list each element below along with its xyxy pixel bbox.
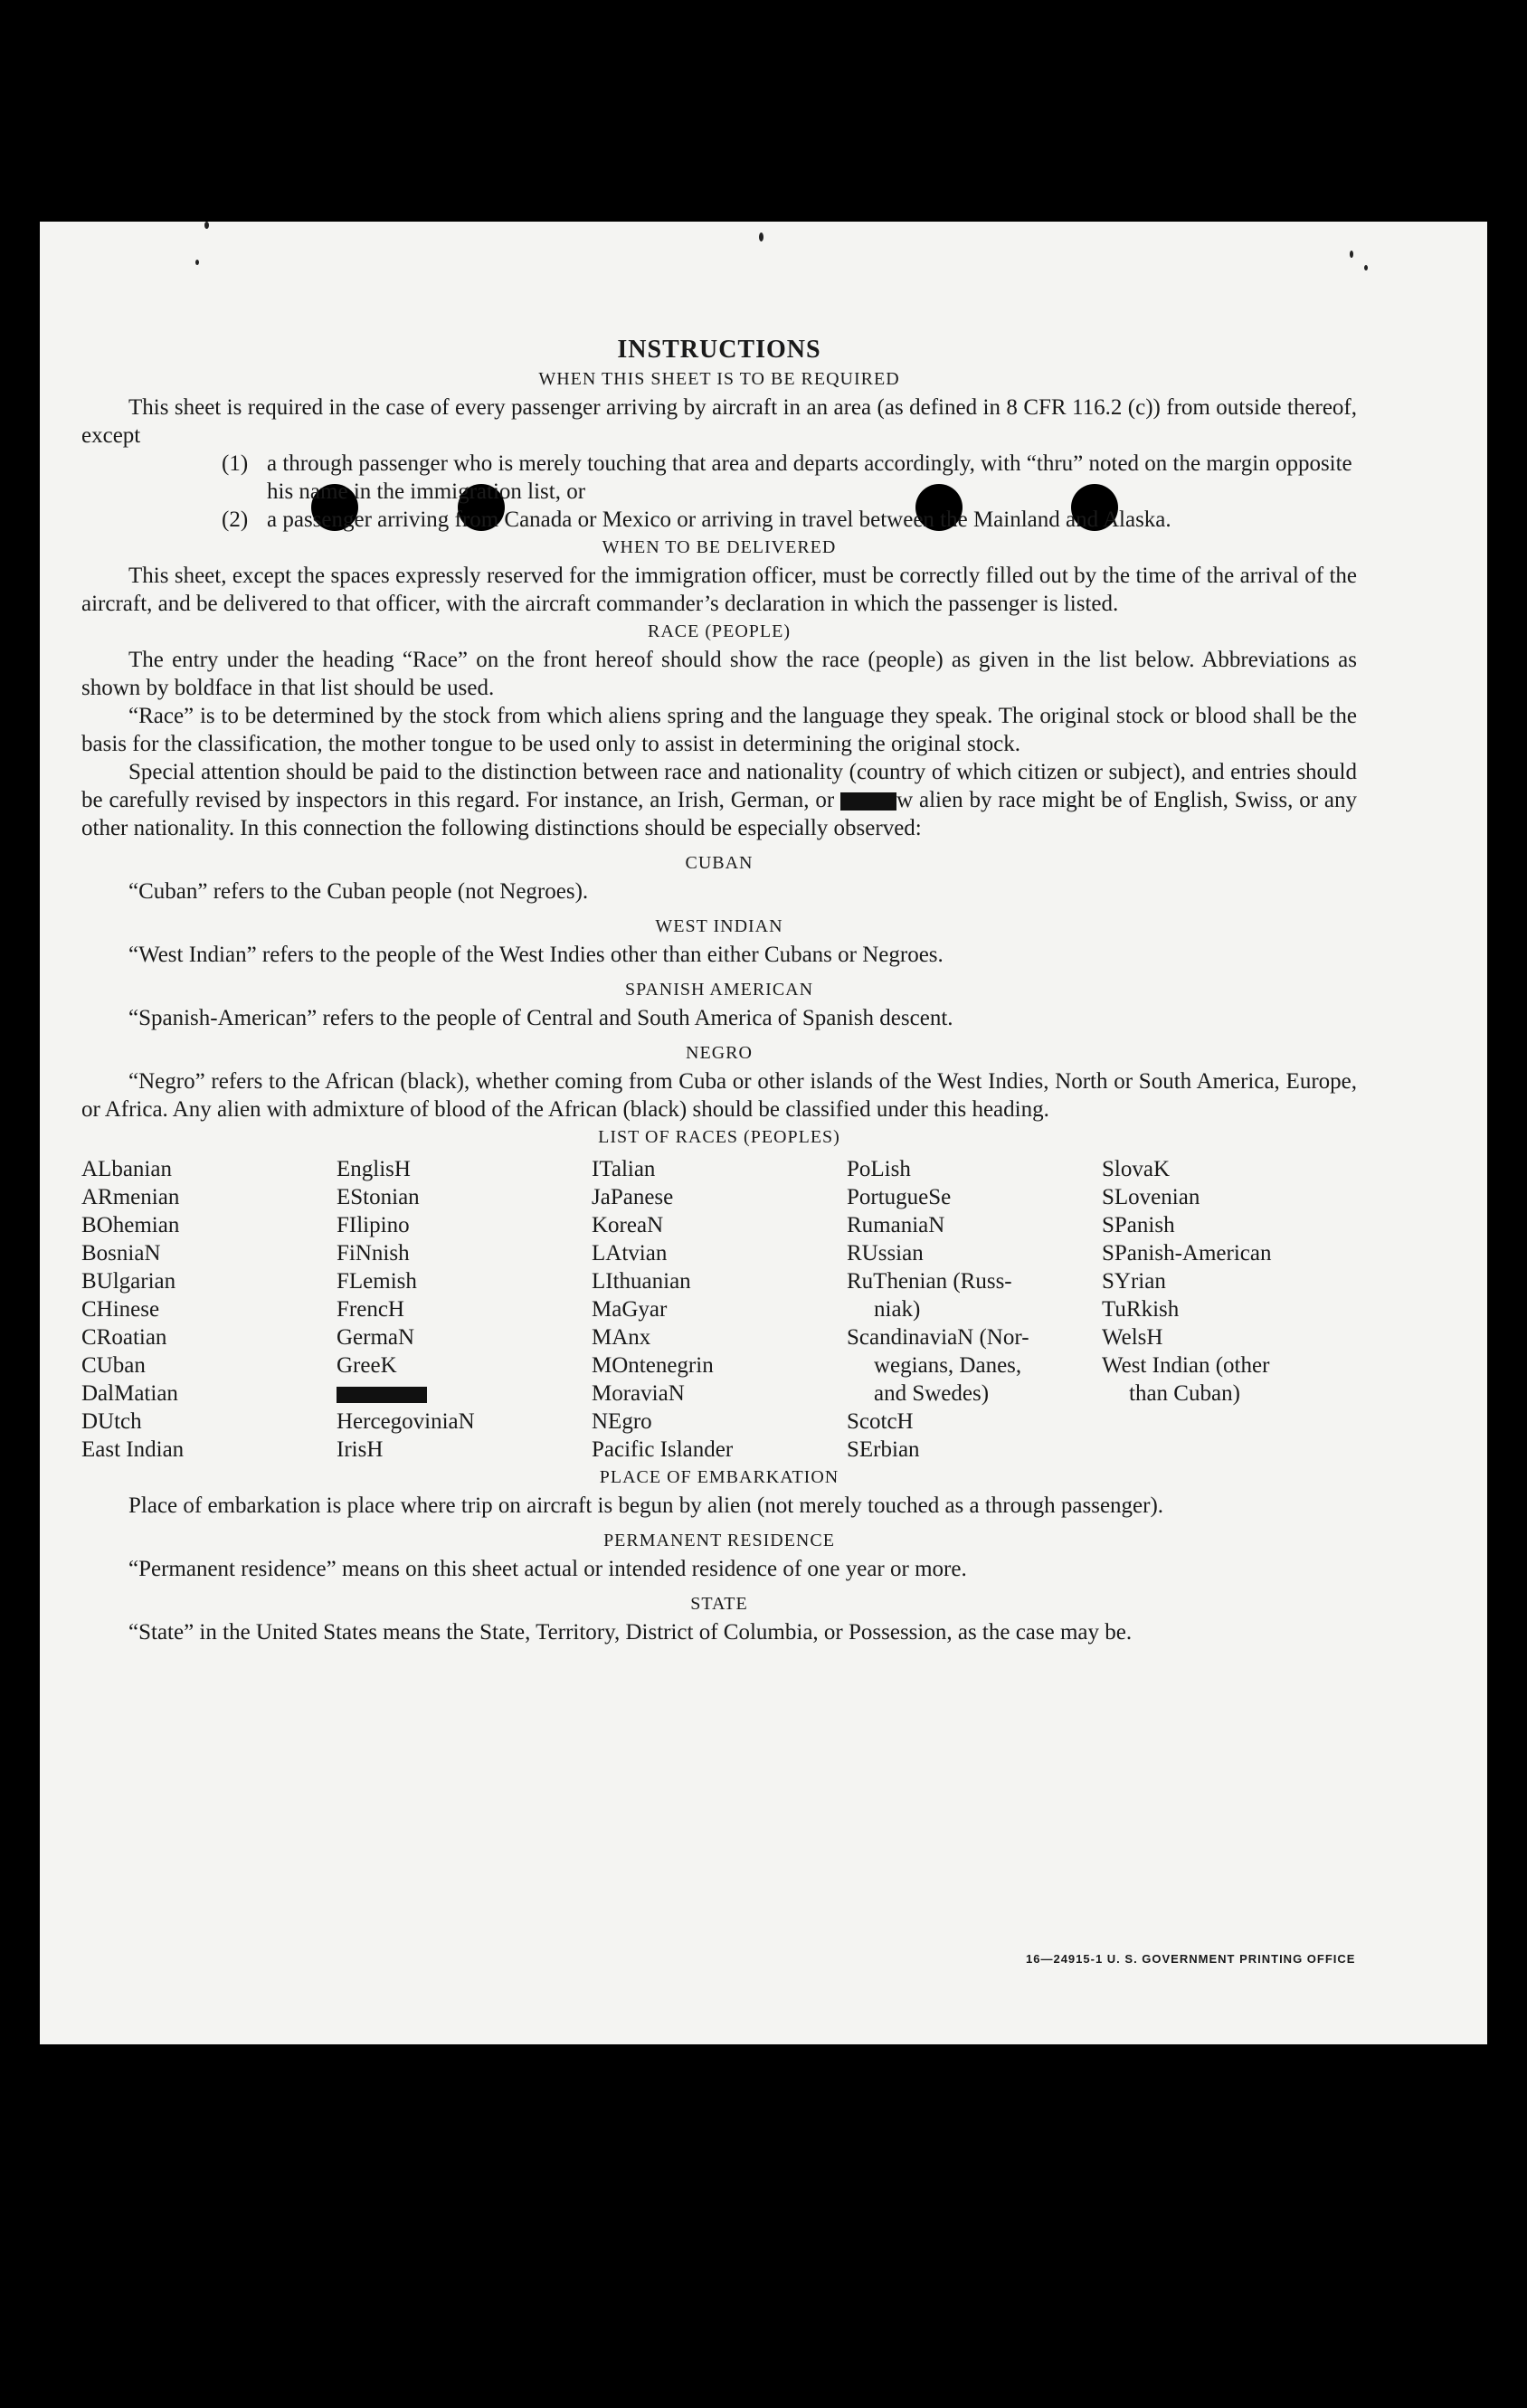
race-column (1102, 1155, 1357, 1464)
race-entry: FIlipino (337, 1213, 410, 1237)
list-text: a through passenger who is merely touching that area and departs accordingly, with “thru” noted on the margin opposite his name in the immigration list, or (267, 451, 1352, 504)
page-title: INSTRUCTIONS (617, 336, 821, 364)
race-entry: HercegoviniaN (337, 1409, 475, 1434)
race-entry: FrencH (337, 1297, 404, 1322)
race-entry: FLemish (337, 1269, 417, 1294)
race-entry: wegians, Danes, (874, 1353, 1022, 1378)
race-entry: BosniaN (81, 1241, 161, 1266)
race-entry: BOhemian (81, 1213, 180, 1237)
list-text: a passenger arriving from Canada or Mexico or arriving in travel between the Mainland and Alaska. (267, 507, 1171, 532)
race-entry: CUban (81, 1353, 146, 1378)
race-entry: than Cuban) (1129, 1381, 1240, 1406)
paragraph-delivered: This sheet, except the spaces expressly reserved for the immigration officer, must be correctly filled out by the time of the arrival of the aircraft, and be delivered to that officer, with the aircraft commander’s declaration in which the passenger is listed. (81, 564, 1357, 616)
race-entry: NEgro (592, 1409, 652, 1434)
race-entry: GreeK (337, 1353, 397, 1378)
race-entry: ScotcH (847, 1409, 914, 1434)
paragraph-race-3 (81, 758, 1357, 842)
race-entry: CRoatian (81, 1325, 167, 1350)
race-entry: Pacific Islander (592, 1437, 734, 1462)
list-number: (1) (222, 451, 249, 476)
race-entry: BUlgarian (81, 1269, 176, 1294)
heading-required: WHEN THIS SHEET IS TO BE REQUIRED (538, 369, 900, 389)
speck (1350, 251, 1353, 258)
paragraph-state: “State” in the United States means the State, Territory, District of Columbia, or Possession, as the case may be. (128, 1620, 1133, 1645)
paragraph-race-2: “Race” is to be determined by the stock from which aliens spring and the language they speak. The original stock or blood shall be the basis for the classification, the mother tongue to be used only to assist in determining the original stock. (81, 704, 1357, 756)
paragraph-west-indian: “West Indian” refers to the people of the West Indies other than either Cubans or Negroes. (128, 943, 944, 967)
heading-delivered: WHEN TO BE DELIVERED (602, 537, 837, 557)
race-entry: East Indian (81, 1437, 185, 1462)
heading-cuban: CUBAN (685, 853, 754, 873)
race-entry: SErbian (847, 1437, 920, 1462)
race-entry: RuThenian (Russ- (847, 1269, 1012, 1294)
speck (759, 232, 764, 242)
heading-state: STATE (690, 1594, 748, 1614)
race-entry: ARmenian (81, 1185, 180, 1209)
redaction-mark (337, 1387, 427, 1403)
list-item (81, 450, 1357, 506)
paragraph-required: This sheet is required in the case of every passenger arriving by aircraft in an area (as defined in 8 CFR 116.2 (c)) from outside thereof, except (81, 395, 1357, 448)
race-entry: FiNnish (337, 1241, 410, 1266)
race-entry: PoLish (847, 1157, 911, 1181)
paragraph-race-1: The entry under the heading “Race” on the front hereof should show the race (people) as given in the list below. Abbreviations as shown by boldface in that list should be used. (81, 648, 1357, 700)
race-entry: SPanish (1102, 1213, 1175, 1237)
race-entry: MoraviaN (592, 1381, 685, 1406)
race-entry: IrisH (337, 1437, 384, 1462)
race-entry-redacted (337, 1379, 592, 1408)
race-entry: SLovenian (1102, 1185, 1200, 1209)
race-entry: and Swedes) (874, 1381, 990, 1406)
race-entry: niak) (874, 1297, 921, 1322)
paragraph-permanent-residence: “Permanent residence” means on this sheet actual or intended residence of one year or more. (128, 1557, 967, 1581)
list-number: (2) (222, 507, 249, 532)
heading-embarkation: PLACE OF EMBARKATION (599, 1467, 839, 1487)
race-entry: CHinese (81, 1297, 160, 1322)
race-entry: SlovaK (1102, 1157, 1170, 1181)
race-entry: TuRkish (1102, 1297, 1180, 1322)
speck (204, 222, 209, 229)
race-column (81, 1155, 337, 1464)
race-entry: JaPanese (592, 1185, 674, 1209)
race-entry: MAnx (592, 1325, 651, 1350)
race-list (81, 1155, 1357, 1464)
race-entry: EnglisH (337, 1157, 411, 1181)
race-entry: ScandinaviaN (Nor- (847, 1325, 1029, 1350)
heading-race: RACE (PEOPLE) (648, 621, 791, 641)
race-column (847, 1155, 1102, 1464)
heading-negro: NEGRO (686, 1043, 753, 1063)
race-entry: DUtch (81, 1409, 142, 1434)
race-entry: ALbanian (81, 1157, 172, 1181)
paragraph-negro: “Negro” refers to the African (black), whether coming from Cuba or other islands of the West Indies, North or South America, Europe, or Africa. Any alien with admixture of blood of the African (black) should be classified under this heading. (81, 1069, 1357, 1122)
heading-list-of-races: LIST OF RACES (PEOPLES) (598, 1127, 840, 1147)
speck (1364, 265, 1368, 270)
paragraph-cuban: “Cuban” refers to the Cuban people (not Negroes). (128, 879, 589, 904)
race-entry: PortugueSe (847, 1185, 952, 1209)
form-code: 16—24915-1 U. S. GOVERNMENT PRINTING OFFICE (1026, 1952, 1356, 1966)
race-entry: WelsH (1102, 1325, 1163, 1350)
race-entry: MOntenegrin (592, 1353, 714, 1378)
race-entry: SYrian (1102, 1269, 1166, 1294)
heading-west-indian: WEST INDIAN (655, 916, 783, 936)
race-entry: KoreaN (592, 1213, 664, 1237)
race-entry: RUssian (847, 1241, 924, 1266)
paragraph-race-3b: w alien by race might be of English, Swiss, or any other nationality. In this connection the following distinctions should be especially observed: (81, 788, 1357, 840)
race-entry: LAtvian (592, 1241, 668, 1266)
race-entry: MaGyar (592, 1297, 668, 1322)
paragraph-spanish-american: “Spanish-American” refers to the people of Central and South America of Spanish descent. (128, 1006, 953, 1030)
race-entry: GermaN (337, 1325, 415, 1350)
instructions-content (81, 335, 1357, 1646)
race-entry: RumaniaN (847, 1213, 945, 1237)
redaction-mark (840, 792, 896, 811)
race-entry: EStonian (337, 1185, 420, 1209)
paragraph-embarkation: Place of embarkation is place where trip on aircraft is begun by alien (not merely touched as a through passenger). (128, 1493, 1164, 1518)
race-column (592, 1155, 847, 1464)
list-item (81, 506, 1357, 534)
heading-permanent-residence: PERMANENT RESIDENCE (603, 1531, 835, 1550)
race-entry: ITalian (592, 1157, 656, 1181)
race-entry: LIthuanian (592, 1269, 691, 1294)
heading-spanish-american: SPANISH AMERICAN (624, 980, 814, 1000)
speck (195, 260, 199, 265)
race-column (337, 1155, 592, 1464)
paragraph-race-3a: Special attention should be paid to the distinction between race and nationality (country of which citizen or subject), and entries should be carefully revised by inspectors in this regard. For instance, an Irish, German, or (81, 760, 1357, 812)
race-entry: West Indian (other (1102, 1353, 1270, 1378)
race-entry: SPanish-American (1102, 1241, 1272, 1266)
race-entry: DalMatian (81, 1381, 178, 1406)
